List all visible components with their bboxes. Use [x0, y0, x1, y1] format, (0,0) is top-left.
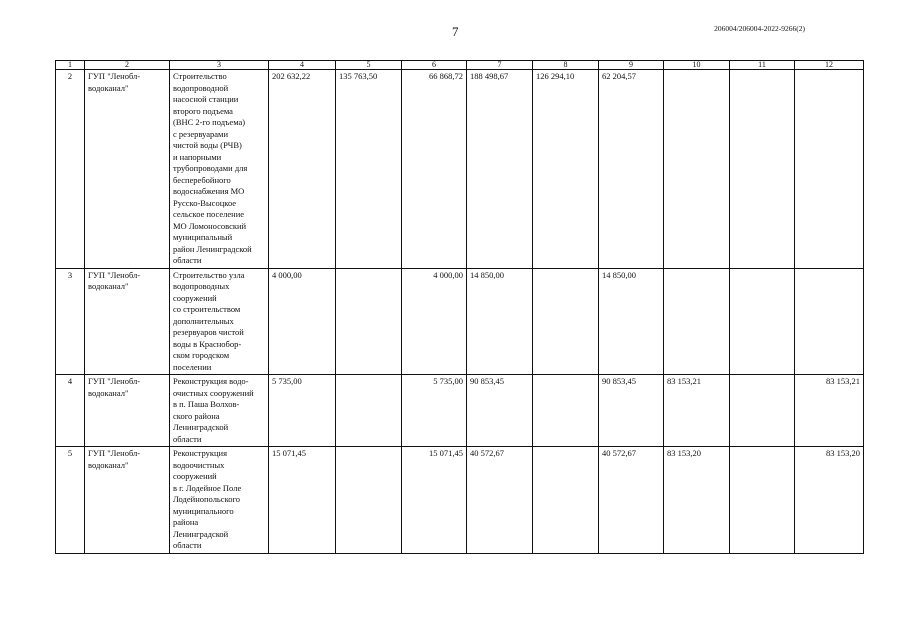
row-number: 2 [56, 70, 85, 269]
column-header: 6 [402, 61, 467, 70]
table-row [56, 268, 864, 375]
value-cell: 40 572,67 [467, 447, 533, 554]
column-header: 3 [170, 61, 269, 70]
project-description: Реконструкция водо- очистных сооружений в п. Паша Волхов- ского района Ленинградской области [170, 375, 269, 447]
column-header: 5 [336, 61, 402, 70]
value-cell [336, 375, 402, 447]
value-cell: 14 850,00 [599, 268, 664, 375]
value-cell [533, 447, 599, 554]
row-number: 5 [56, 447, 85, 554]
value-cell [336, 447, 402, 554]
value-cell [730, 447, 795, 554]
project-description: Строительство узла водопроводных сооружений со строительством дополнительных резервуаров чистой воды в Краснобор- ском городском поселении [170, 268, 269, 375]
value-cell [795, 268, 864, 375]
value-cell: 90 853,45 [467, 375, 533, 447]
project-description: Строительство водопроводной насосной станции второго подъема (ВНС 2-го подъема) с резервуарами чистой воды (РЧВ) и напорными трубопроводами для бесперебойного водоснабжения МО Русско-Высоцкое сельское поселение МО Ломоносовский муниципальный район Ленинградской области [170, 70, 269, 269]
page-number: 7 [452, 24, 459, 39]
value-cell: 66 868,72 [402, 70, 467, 269]
value-cell [533, 375, 599, 447]
value-cell: 126 294,10 [533, 70, 599, 269]
value-cell [795, 70, 864, 269]
column-header: 12 [795, 61, 864, 70]
value-cell [664, 268, 730, 375]
column-header: 1 [56, 61, 85, 70]
value-cell [664, 70, 730, 269]
value-cell: 5 735,00 [269, 375, 336, 447]
value-cell [533, 268, 599, 375]
value-cell: 135 763,50 [336, 70, 402, 269]
table-row [56, 375, 864, 447]
column-header: 4 [269, 61, 336, 70]
value-cell: 188 498,67 [467, 70, 533, 269]
column-header: 7 [467, 61, 533, 70]
value-cell: 83 153,20 [664, 447, 730, 554]
investment-table [55, 60, 864, 554]
row-number: 4 [56, 375, 85, 447]
header-row [56, 61, 864, 70]
organization-cell: ГУП "Ленобл- водоканал" [85, 375, 170, 447]
value-cell: 40 572,67 [599, 447, 664, 554]
document-code: 206004/206004-2022-9266(2) [714, 24, 805, 33]
column-header: 10 [664, 61, 730, 70]
organization-cell: ГУП "Ленобл- водоканал" [85, 70, 170, 269]
column-header: 11 [730, 61, 795, 70]
value-cell [730, 70, 795, 269]
project-description: Реконструкция водоочистных сооружений в г. Лодейное Поле Лодейнопольского муниципального района Ленинградской области [170, 447, 269, 554]
table-row [56, 447, 864, 554]
column-header: 8 [533, 61, 599, 70]
column-header: 2 [85, 61, 170, 70]
value-cell: 62 204,57 [599, 70, 664, 269]
value-cell: 83 153,20 [795, 447, 864, 554]
value-cell: 4 000,00 [269, 268, 336, 375]
value-cell [730, 268, 795, 375]
value-cell [730, 375, 795, 447]
organization-cell: ГУП "Ленобл- водоканал" [85, 268, 170, 375]
value-cell: 4 000,00 [402, 268, 467, 375]
value-cell: 83 153,21 [664, 375, 730, 447]
value-cell: 202 632,22 [269, 70, 336, 269]
value-cell: 5 735,00 [402, 375, 467, 447]
value-cell: 14 850,00 [467, 268, 533, 375]
row-number: 3 [56, 268, 85, 375]
table-row [56, 70, 864, 269]
value-cell: 15 071,45 [269, 447, 336, 554]
value-cell: 90 853,45 [599, 375, 664, 447]
value-cell [336, 268, 402, 375]
column-header: 9 [599, 61, 664, 70]
organization-cell: ГУП "Ленобл- водоканал" [85, 447, 170, 554]
value-cell: 15 071,45 [402, 447, 467, 554]
value-cell: 83 153,21 [795, 375, 864, 447]
